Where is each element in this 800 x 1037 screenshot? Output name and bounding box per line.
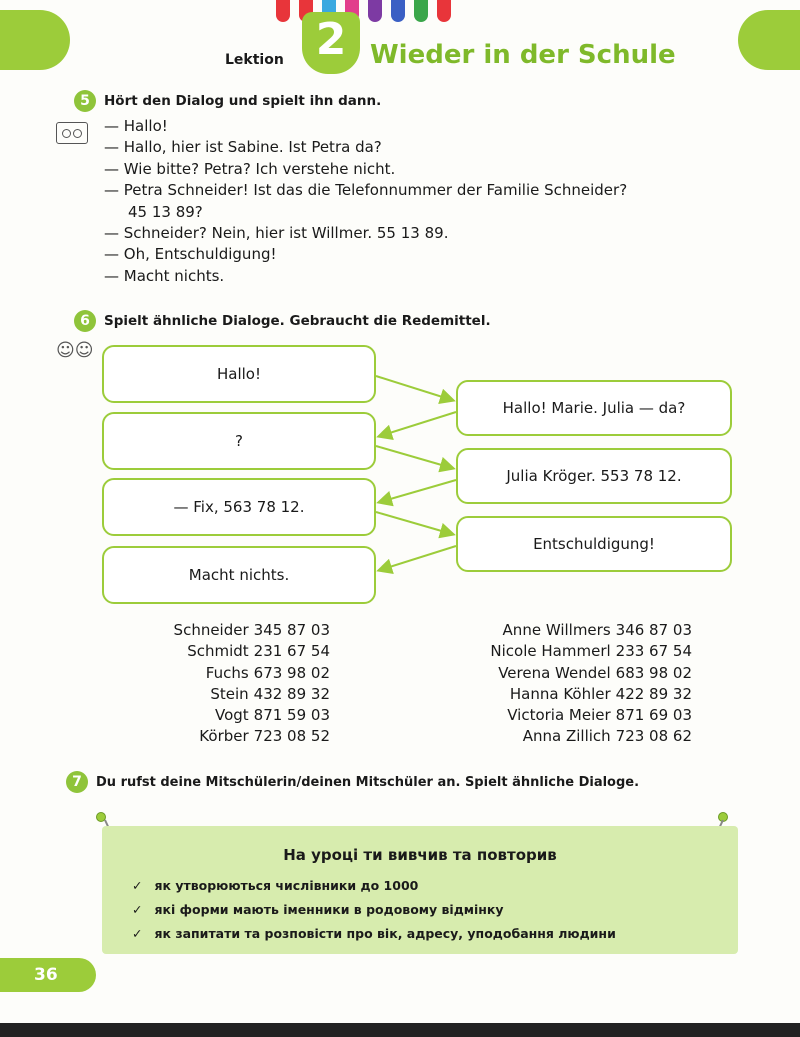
- dialog-line: — Petra Schneider! Ist das die Telefonnummer der Familie Schneider?: [104, 181, 628, 200]
- phone-entry: [440, 663, 692, 684]
- arrow: [380, 546, 456, 570]
- phone-number: 432 89 32: [253, 684, 330, 703]
- task-7-header: [66, 771, 639, 793]
- summary-item-text: які форми мають іменники в родовому відмінку: [154, 902, 504, 917]
- dialog-line: 45 13 89?: [128, 202, 203, 221]
- phone-entry: [120, 684, 330, 705]
- phone-number: 683 98 02: [615, 663, 692, 682]
- summary-item: [132, 922, 616, 946]
- phone-entry: [440, 620, 692, 641]
- summary-item-text: як утворюються числівники до 1000: [154, 878, 419, 893]
- page-number: 36: [0, 958, 96, 992]
- phone-entry: [120, 641, 330, 662]
- checkmark-icon: ✓: [132, 902, 143, 917]
- phone-number: 233 67 54: [615, 642, 692, 661]
- dialog-line: — Oh, Entschuldigung!: [104, 245, 277, 264]
- arrow: [380, 412, 456, 436]
- dialog-line: — Macht nichts.: [104, 266, 225, 285]
- checkmark-icon: ✓: [132, 878, 143, 893]
- phone-number: 346 87 03: [615, 621, 692, 639]
- phone-name: Vogt: [214, 706, 249, 725]
- arrow: [376, 512, 452, 534]
- phone-entry: [120, 726, 330, 747]
- phone-list-left: [120, 620, 330, 748]
- speech-box-right: Hallo! Marie. Julia — da?: [456, 380, 732, 436]
- phone-number: 871 69 03: [615, 706, 692, 725]
- phone-number: 723 08 62: [615, 727, 692, 746]
- phone-list-right: [440, 620, 692, 748]
- phone-name: Hanna Köhler: [509, 684, 611, 703]
- arrow: [380, 480, 456, 502]
- phone-name: Schneider: [173, 621, 249, 639]
- phone-name: Anne Willmers: [502, 621, 611, 639]
- task-instruction: Du rufst deine Mitschülerin/deinen Mitschüler an. Spielt ähnliche Dialoge.: [96, 774, 640, 790]
- speech-box-left: — Fix, 563 78 12.: [102, 478, 376, 536]
- dialog-line: — Hallo!: [104, 117, 168, 135]
- dialog-line: — Hallo, hier ist Sabine. Ist Petra da?: [104, 138, 382, 157]
- dialog-line: — Schneider? Nein, hier ist Willmer. 55 13 89.: [104, 224, 449, 243]
- phone-entry: [440, 641, 692, 662]
- phone-entry: [120, 663, 330, 684]
- bottom-edge: [0, 1023, 800, 1037]
- task-instruction: Hört den Dialog und spielt ihn dann.: [104, 93, 382, 109]
- task-number: 5: [74, 90, 96, 112]
- dialog-line: — Wie bitte? Petra? Ich verstehe nicht.: [104, 159, 396, 178]
- phone-number: 422 89 32: [615, 684, 692, 703]
- phone-number: 345 87 03: [253, 621, 330, 639]
- speech-box-right: Julia Kröger. 553 78 12.: [456, 448, 732, 504]
- phone-name: Stein: [210, 684, 249, 703]
- phone-number: 231 67 54: [253, 642, 330, 661]
- checkmark-icon: ✓: [132, 926, 143, 941]
- page-title: Wieder in der Schule: [370, 40, 676, 70]
- summary-item: [132, 874, 616, 898]
- lektion-number: 2: [302, 12, 360, 74]
- phone-name: Victoria Meier: [507, 706, 611, 725]
- phone-name: Verena Wendel: [498, 663, 611, 682]
- phone-name: Körber: [199, 727, 249, 746]
- phone-name: Anna Zillich: [522, 727, 611, 746]
- task-number: 6: [74, 310, 96, 332]
- summary-item: [132, 898, 616, 922]
- speech-box-left: Macht nichts.: [102, 546, 376, 604]
- speech-box-left: ?: [102, 412, 376, 470]
- pair-work-icon: ☺☺: [56, 340, 94, 361]
- phone-entry: [440, 705, 692, 726]
- summary-list: [132, 874, 616, 946]
- arrow: [376, 376, 452, 400]
- summary-item-text: як запитати та розповісти про вік, адресу, уподобання людини: [154, 926, 616, 941]
- phone-number: 723 08 52: [253, 727, 330, 746]
- phone-number: 871 59 03: [253, 706, 330, 725]
- summary-title: На уроці ти вивчив та повторив: [283, 846, 557, 864]
- speech-box-left: Hallo!: [102, 345, 376, 403]
- phone-name: Nicole Hammerl: [490, 642, 611, 661]
- lesson-summary: [102, 826, 738, 954]
- phone-name: Fuchs: [205, 663, 249, 682]
- arrow: [376, 446, 452, 468]
- phone-entry: [440, 684, 692, 705]
- phone-number: 673 98 02: [253, 663, 330, 682]
- phone-name: Schmidt: [187, 642, 249, 661]
- speech-box-right: Entschuldigung!: [456, 516, 732, 572]
- phone-entry: [120, 620, 330, 641]
- phone-entry: [120, 705, 330, 726]
- lektion-label: Lektion: [225, 52, 284, 68]
- phone-entry: [440, 726, 692, 747]
- task-instruction: Spielt ähnliche Dialoge. Gebraucht die Redemittel.: [104, 313, 491, 329]
- task-number: 7: [66, 771, 88, 793]
